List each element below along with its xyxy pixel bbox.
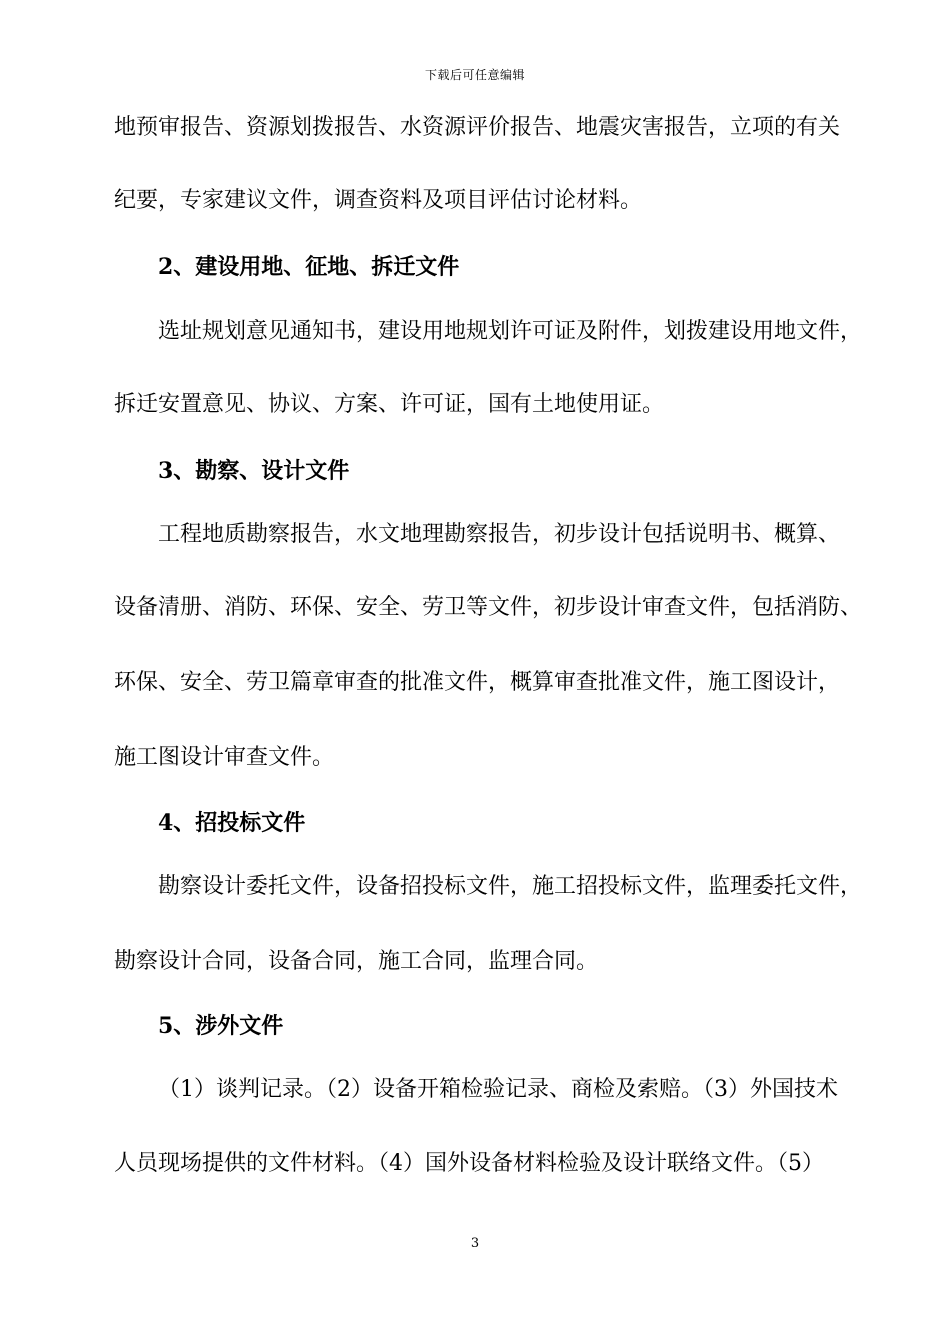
page-header: 下载后可任意编辑 (424, 68, 525, 82)
body-line: 地预审报告、资源划拨报告、水资源评价报告、地震灾害报告，立项的有关 (114, 115, 841, 140)
body-line: 工程地质勘察报告，水文地理勘察报告，初步设计包括说明书、概算、 (158, 522, 841, 547)
body-line: 拆迁安置意见、协议、方案、许可证，国有土地使用证。 (114, 392, 665, 417)
section-heading: 5、涉外文件 (158, 1013, 284, 1039)
body-line: 勘察设计委托文件，设备招投标文件，施工招投标文件，监理委托文件， (158, 874, 863, 899)
body-line: 人员现场提供的文件材料。（4）国外设备材料检验及设计联络文件。（5） (114, 1151, 824, 1176)
body-line: （1）谈判记录。（2）设备开箱检验记录、商检及索赔。（3）外国技术 (158, 1077, 838, 1102)
body-line: 设备清册、消防、环保、安全、劳卫等文件，初步设计审查文件，包括消防、 (114, 595, 863, 620)
section-heading: 3、勘察、设计文件 (158, 458, 350, 484)
body-line: 选址规划意见通知书，建设用地规划许可证及附件，划拨建设用地文件， (158, 319, 863, 344)
page-number: 3 (470, 1236, 480, 1251)
body-line: 纪要，专家建议文件，调查资料及项目评估讨论材料。 (114, 188, 643, 213)
section-heading: 4、招投标文件 (158, 810, 306, 836)
section-heading: 2、建设用地、征地、拆迁文件 (158, 254, 460, 280)
body-line: 环保、安全、劳卫篇章审查的批准文件，概算审查批准文件，施工图设计， (114, 670, 841, 695)
body-line: 勘察设计合同，设备合同，施工合同，监理合同。 (114, 949, 599, 974)
body-line: 施工图设计审查文件。 (114, 745, 335, 770)
